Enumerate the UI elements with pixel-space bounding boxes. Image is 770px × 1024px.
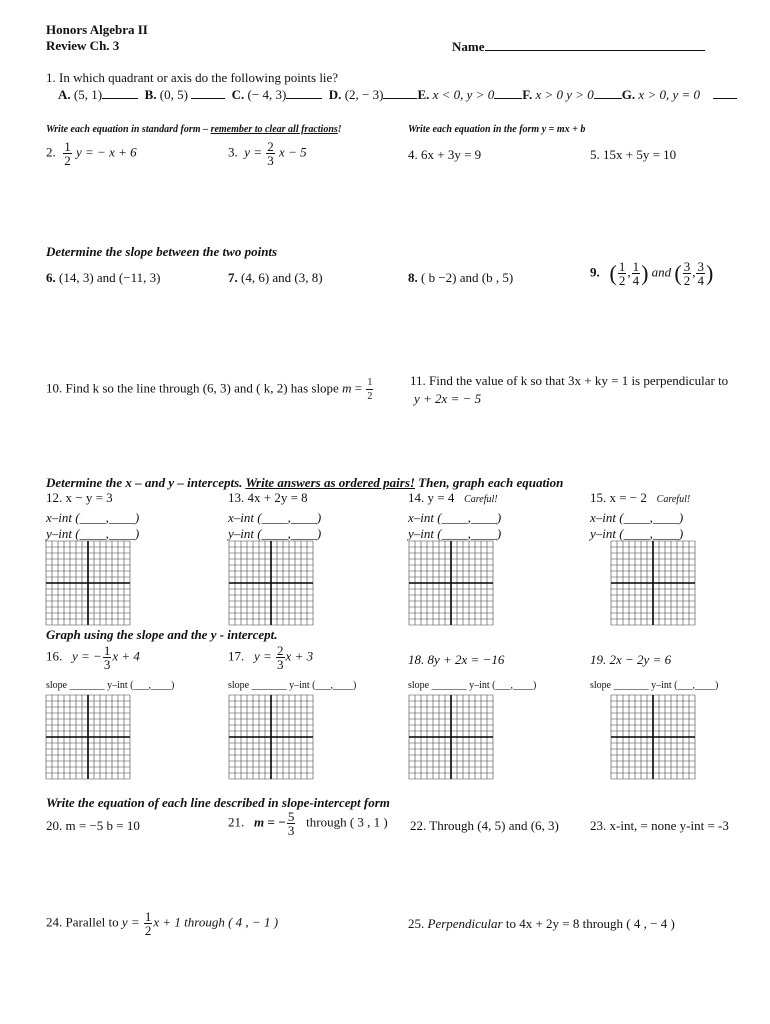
q7: 7. (4, 6) and (3, 8) bbox=[228, 270, 323, 285]
slope-intercept-title: Graph using the slope and the y - intercept. bbox=[46, 627, 278, 642]
slope-section-title: Determine the slope between the two points bbox=[46, 244, 278, 259]
q2: 2. $\frac{1}{2}$ y = − x + 6 bbox=[46, 139, 137, 168]
q6: 6. (14, 3) and (−11, 3) bbox=[46, 270, 161, 285]
q23: 23. x-int, = none y-int = -3 bbox=[590, 818, 729, 833]
careful-note: Careful! bbox=[464, 494, 498, 505]
q8: 8. ( b −2) and (b , 5) bbox=[408, 270, 514, 285]
q1-a: (5, 1) bbox=[73, 87, 103, 102]
q1-prompt: 1. In which quadrant or axis do the following points lie? bbox=[46, 70, 339, 85]
q19: 19. 2x − 2y = 6 bbox=[590, 652, 672, 667]
q13-xint[interactable]: x–int (____,____) bbox=[228, 510, 322, 525]
q16: 16. y = − $\frac{1}{3}$ x + 4 bbox=[46, 643, 140, 672]
q17: 17. y = $\frac{2}{3}$ x + 3 bbox=[228, 643, 314, 672]
q1-g: x > 0, y = 0 bbox=[638, 87, 701, 102]
coordinate-grid-12[interactable] bbox=[45, 540, 131, 626]
q4: 4. 6x + 3y = 9 bbox=[408, 147, 482, 162]
careful-note: Careful! bbox=[656, 494, 691, 505]
coordinate-grid-17[interactable] bbox=[228, 694, 314, 780]
q25: 25. Perpendicular to 4x + 2y = 8 through ( 4 , − 4 ) bbox=[408, 916, 675, 931]
q13: 13. 4x + 2y = 8 bbox=[228, 490, 308, 505]
coordinate-grid-18[interactable] bbox=[408, 694, 494, 780]
q12-xint[interactable]: x–int (____,____) bbox=[46, 510, 140, 525]
q18-answer-line[interactable]: slope _______ y–int (___,____) bbox=[408, 680, 537, 691]
q13-yint[interactable]: y–int (____,____) bbox=[228, 526, 322, 541]
q9: 9. ( $\frac{1}{2}$ , $\frac{1}{4}$ ) and ( $\frac{3}{2}$ , $\frac{3}{4}$ ) bbox=[590, 259, 714, 288]
q1-f: x > 0 y > 0 bbox=[535, 87, 594, 102]
slope-form-instruction: Write each equation in the form y = mx + b bbox=[408, 124, 586, 135]
q3: 3. y = $\frac{2}{3}$ x − 5 bbox=[228, 139, 307, 168]
q10: 10. Find k so the line through (6, 3) and ( k, 2) has slope m = $\frac{1}{2}$ bbox=[46, 377, 373, 402]
q11-line1: 11. Find the value of k so that 3x + ky = 1 is perpendicular to bbox=[410, 373, 729, 388]
course-title: Honors Algebra II bbox=[46, 22, 148, 37]
std-form-instruction: Write each equation in standard form – remember to clear all fractions! bbox=[46, 124, 342, 135]
q12-yint[interactable]: y–int (____,____) bbox=[46, 526, 140, 541]
review-title: Review Ch. 3 bbox=[46, 38, 120, 53]
q14-yint[interactable]: y–int (____,____) bbox=[408, 526, 502, 541]
coordinate-grid-15[interactable] bbox=[610, 540, 696, 626]
q1-b: (0, 5) bbox=[159, 87, 188, 102]
q14: 14. y = 4 Careful! bbox=[408, 490, 498, 505]
intercepts-title: Determine the x – and y – intercepts. Write answers as ordered pairs! Then, graph each equation bbox=[46, 475, 564, 490]
q15-xint[interactable]: x–int (____,____) bbox=[590, 510, 684, 525]
q1-c: (− 4, 3) bbox=[247, 87, 287, 102]
q21: 21. m = − $\frac{5}{3}$ through ( 3 , 1 ) bbox=[228, 809, 388, 838]
q14-xint[interactable]: x–int (____,____) bbox=[408, 510, 502, 525]
q1-d: (2, − 3) bbox=[344, 87, 384, 102]
coordinate-grid-13[interactable] bbox=[228, 540, 314, 626]
coordinate-grid-19[interactable] bbox=[610, 694, 696, 780]
name-field[interactable] bbox=[452, 38, 705, 55]
q11-line2: y + 2x = − 5 bbox=[414, 391, 482, 406]
name-label: Name bbox=[452, 39, 485, 54]
q20: 20. m = −5 b = 10 bbox=[46, 818, 140, 833]
q19-answer-line[interactable]: slope _______ y–int (___,____) bbox=[590, 680, 719, 691]
coordinate-grid-16[interactable] bbox=[45, 694, 131, 780]
q22: 22. Through (4, 5) and (6, 3) bbox=[410, 818, 559, 833]
q15-yint[interactable]: y–int (____,____) bbox=[590, 526, 684, 541]
q12: 12. x − y = 3 bbox=[46, 490, 113, 505]
q1-items: A. (5, 1) B. (0, 5) C. (− 4, 3) D. (2, − 3) E. x < 0, y > 0 F. x > 0 y > 0 G. x > 0, y = 0 bbox=[58, 86, 737, 103]
q16-answer-line[interactable]: slope _______ y–int (___,____) bbox=[46, 680, 175, 691]
final-section-title: Write the equation of each line described in slope-intercept form bbox=[46, 795, 390, 810]
coordinate-grid-14[interactable] bbox=[408, 540, 494, 626]
q24: 24. Parallel to y = $\frac{1}{2}$ x + 1 through ( 4 , − 1 ) bbox=[46, 909, 279, 938]
q1-e: x < 0, y > 0 bbox=[432, 87, 495, 102]
q18: 18. 8y + 2x = −16 bbox=[408, 652, 505, 667]
q17-answer-line[interactable]: slope _______ y–int (___,____) bbox=[228, 680, 357, 691]
q15: 15. x = − 2 Careful! bbox=[590, 490, 691, 505]
q5: 5. 15x + 5y = 10 bbox=[590, 147, 677, 162]
